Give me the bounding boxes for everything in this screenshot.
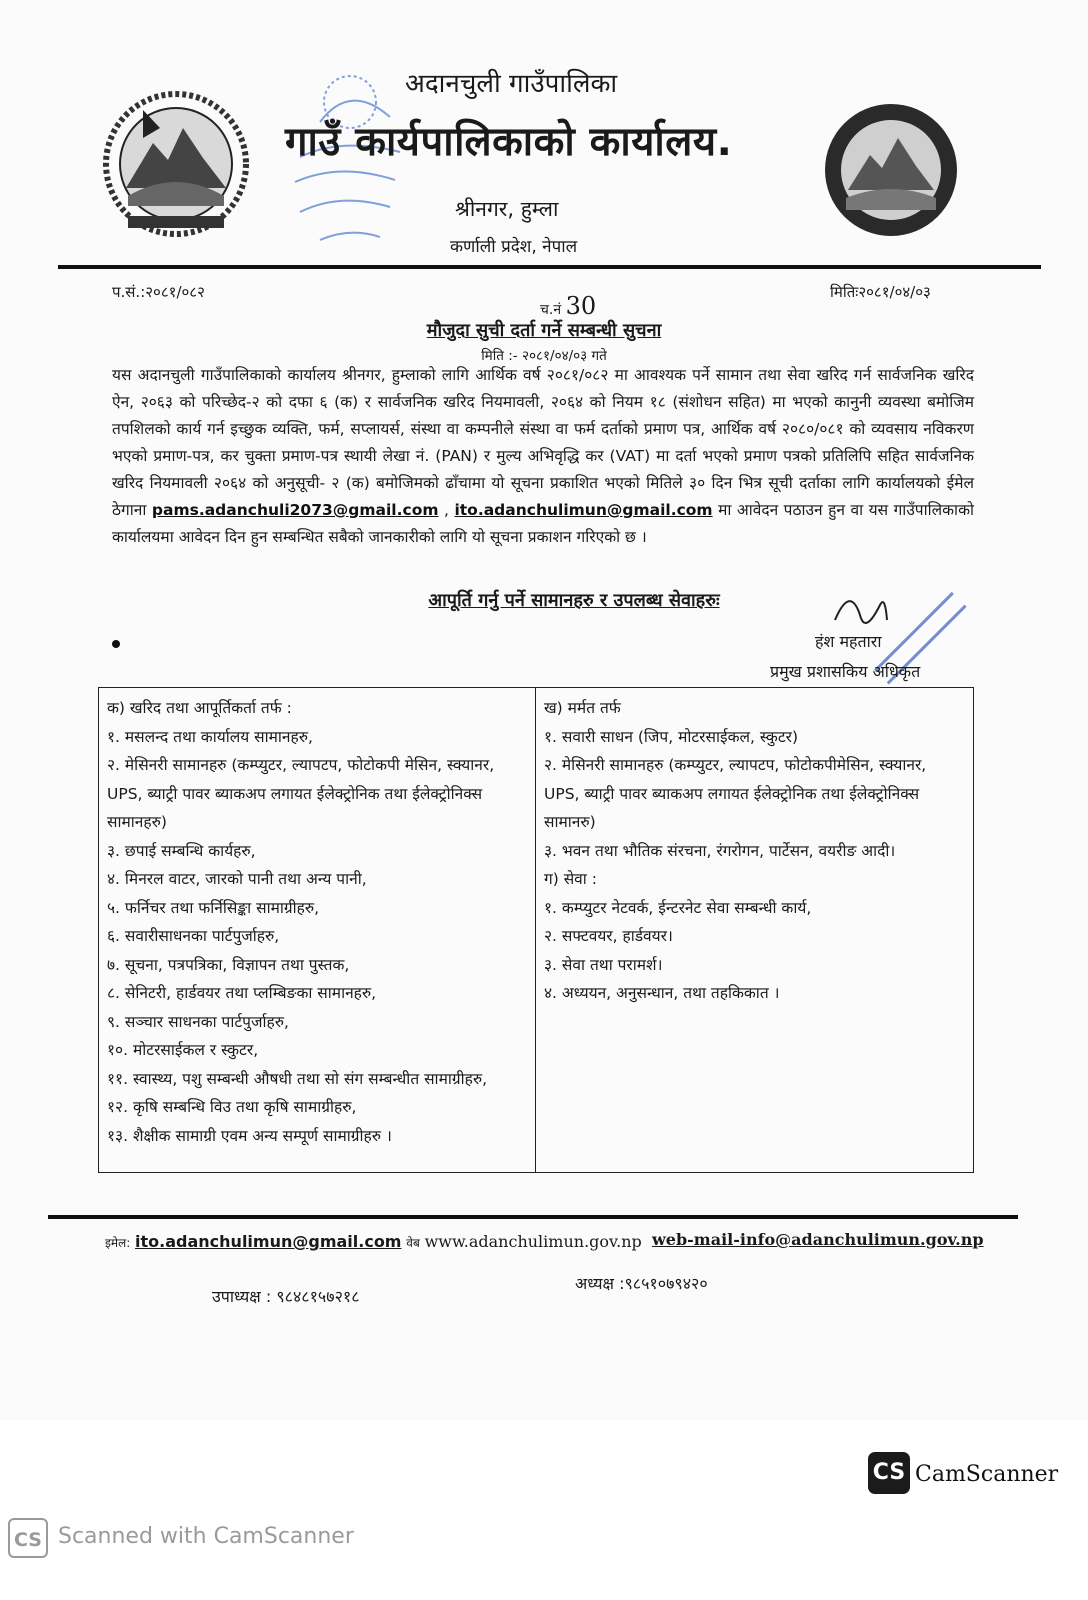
bullet-dot: [112, 640, 120, 648]
list-item: ४. मिनरल वाटर, जारको पानी तथा अन्य पानी,: [107, 870, 367, 888]
list-item: २. मेसिनरी सामानहरु (कम्प्युटर, ल्यापटप, फोटोकपी मेसिन, स्क्यानर, UPS, ब्याट्री पावर ब्याकअप लगायत ईलेक्ट्रोनिक तथा ईलेक्ट्रोनिक्स सामानहरु): [107, 756, 495, 831]
list-item: ३. सेवा तथा परामर्श।: [544, 955, 663, 974]
office-province: कर्णाली प्रदेश, नेपाल: [450, 237, 578, 257]
repair-service-column: [536, 688, 973, 1172]
nepal-emblem-icon: [98, 88, 254, 240]
camscanner-logo-icon: CS: [868, 1452, 910, 1494]
footer-divider: [48, 1215, 1018, 1219]
office-title: गाउँ कार्यपालिकाको कार्यालय.: [285, 119, 733, 165]
list-item: १२. कृषि सम्बन्धि विउ तथा कृषि सामाग्रीहरु,: [107, 1098, 357, 1116]
list-item: ६. सवारीसाधनका पार्टपुर्जाहरु,: [107, 927, 280, 945]
signatory-title: प्रमुख प्रशासकिय अधिकृत: [770, 662, 921, 681]
service-title: ग) सेवा :: [544, 870, 597, 888]
notice-heading: मौजुदा सुची दर्ता गर्ने सम्बन्धी सुचना: [426, 320, 662, 341]
footer-website-link[interactable]: www.adanchulimun.gov.np: [424, 1232, 642, 1251]
list-item: ३. छपाई सम्बन्धि कार्यहरु,: [107, 841, 256, 860]
list-item: ७. सूचना, पत्रपत्रिका, विज्ञापन तथा पुस्तक,: [107, 955, 350, 974]
list-item: १३. शैक्षीक सामाग्री एवम अन्य सम्पूर्ण सामाग्रीहरु ।: [107, 1126, 392, 1145]
footer-contacts: [105, 1232, 642, 1251]
municipality-logo-icon: [820, 100, 962, 240]
list-item: ८. सेनिटरी, हार्डवयर तथा प्लम्बिङका सामानहरु,: [107, 984, 377, 1002]
chair-phone: अध्यक्ष :९८५१०७९४२०: [575, 1274, 708, 1293]
list-item: ४. अध्ययन, अनुसन्धान, तथा तहकिकात ।: [544, 984, 780, 1002]
procurement-column: [99, 688, 536, 1172]
office-place: श्रीनगर, हुम्ला: [455, 197, 559, 221]
camscanner-footer-icon: CS: [8, 1518, 48, 1558]
dispatch-number: [540, 292, 596, 320]
notice-body-text-end: मा आवेदन पठाउन हुन वा यस गाउँपालिकाको कार्यालयमा आवेदन दिन हुन सम्बन्धित सबैको जानकारीको लागि यो सूचना प्रकाशन गरिएको छ ।: [112, 501, 974, 546]
footer-email-link[interactable]: ito.adanchulimun@gmail.com: [135, 1232, 402, 1251]
list-item: २. मेसिनरी सामानहरु (कम्प्युटर, ल्यापटप, फोटोकपीमेसिन, स्क्यानर, UPS, ब्याट्री पावर ब्याकअप लगायत ईलेक्ट्रोनिक तथा ईलेक्ट्रोनिक्स सामानरु): [544, 756, 927, 831]
header-divider: [58, 265, 1041, 269]
vice-chair-phone: उपाध्यक्ष : ९८४८१५७२१८: [212, 1287, 360, 1306]
list-item: ५. फर्निचर तथा फर्निसिङ्का सामाग्रीहरु,: [107, 898, 320, 917]
footer-email-label: इमेल:: [105, 1236, 131, 1250]
list-item: ९. सञ्चार साधनका पार्टपुर्जाहरु,: [107, 1012, 289, 1031]
notice-body: [112, 362, 974, 551]
camscanner-footer-text: Scanned with CamScanner: [58, 1524, 354, 1549]
municipality-name: अदानचुली गाउँपालिका: [405, 69, 618, 99]
items-table: [98, 687, 974, 1173]
notice-body-text: यस अदानचुली गाउँपालिकाको कार्यालय श्रीनगर, हुम्लाको लागि आर्थिक वर्ष २०८१/०८२ मा आवश्यक पर्ने सामान तथा सेवा खरिद गर्न सार्वजनिक खरिद ऐन, २०६३ को परिच्छेद-२ को दफा ६ (क) र सार्वजनिक खरिद नियमावली, २०६४ को नियम १८ (संशोधन सहित) मा भएको कानुनी व्यवस्था बमोजिम तपशिलको कार्य गर्न इच्छुक व्यक्ति, फर्म, सप्लायर्स, संस्था वा कम्पनीले संस्था वा फर्म दर्ताको प्रमाण पत्र, आर्थिक वर्ष २०८०/०८१ को व्यवसाय नविकरण भएको प्रमाण-पत्र, कर चुक्ता प्रमाण-पत्र स्थायी लेखा नं. (PAN) र मुल्य अभिवृद्धि कर (VAT) मा दर्ता भएको प्रमाण पत्रको प्रतिलिपि सहित सार्वजनिक खरिद नियमावली २०६४ को अनुसूची- २ (क) बमोजिमको ढाँचामा यो सूचना प्रकाशित भएको मितिले ३० दिन भित्र सूची दर्ताका लागि कार्यालयको ईमेल ठेगाना: [112, 366, 974, 519]
email-separator: ,: [438, 501, 455, 519]
items-heading: आपूर्ति गर्नु पर्ने सामानहरु र उपलब्ध सेवाहरुः: [428, 590, 720, 611]
reference-number: प.सं.:२०८१/०८२: [112, 283, 205, 301]
list-item: १. सवारी साधन (जिप, मोटरसाईकल, स्कुटर): [544, 727, 799, 746]
email-link-ito[interactable]: ito.adanchulimun@gmail.com: [454, 501, 713, 519]
repair-title: ख) मर्मत तर्फ: [544, 699, 621, 717]
list-item: ११. स्वास्थ्य, पशु सम्बन्धी औषधी तथा सो संग सम्बन्धीत सामाग्रीहरु,: [107, 1069, 488, 1088]
list-item: १. कम्प्युटर नेटवर्क, ईन्टरनेट सेवा सम्बन्धी कार्य,: [544, 898, 812, 917]
email-link-pams[interactable]: pams.adanchuli2073@gmail.com: [151, 501, 439, 519]
camscanner-brand: CamScanner: [915, 1462, 1059, 1487]
letter-date: मितिः२०८१/०४/०३: [830, 283, 931, 301]
procurement-title: क) खरिद तथा आपूर्तिकर्ता तर्फ :: [107, 699, 292, 717]
footer-webmail-link[interactable]: web-mail-info@adanchulimun.gov.np: [652, 1230, 984, 1249]
notice-date: मिति :- २०८१/०४/०३ गते: [481, 348, 607, 364]
list-item: २. सफ्टवयर, हार्डवयर।: [544, 927, 673, 945]
list-item: १०. मोटरसाईकल र स्कुटर,: [107, 1041, 259, 1059]
list-item: ३. भवन तथा भौतिक संरचना, रंगरोगन, पार्टेसन, वयरीङ आदी।: [544, 841, 896, 860]
footer-web-label: वेब: [406, 1236, 420, 1250]
signatory-name: हंश महतारा: [815, 632, 882, 651]
list-item: १. मसलन्द तथा कार्यालय सामानहरु,: [107, 727, 313, 746]
dispatch-value: 30: [565, 292, 597, 320]
dispatch-label: च.नं: [540, 302, 562, 318]
